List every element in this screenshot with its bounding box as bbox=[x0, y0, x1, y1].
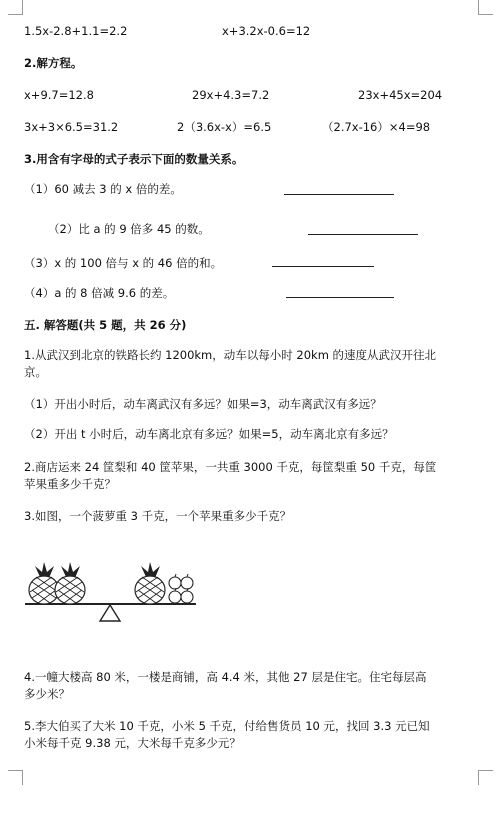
question-text: 5.李大伯买了大米 10 千克，小米 5 千克，付给售货员 10 元，找回 3.3 元已知 bbox=[24, 719, 430, 733]
question-item: （3）x 的 100 倍与 x 的 46 倍的和。 bbox=[24, 256, 223, 270]
apple-icon bbox=[181, 574, 193, 589]
question-item: （4）a 的 8 倍减 9.6 的差。 bbox=[24, 286, 175, 300]
balance-beam bbox=[25, 604, 196, 621]
question-text: 京。 bbox=[24, 365, 47, 379]
question-text: 3.如图，一个菠萝重 3 千克，一个苹果重多少千克？ bbox=[24, 509, 292, 523]
equation: （2.7x-16）×4=98 bbox=[322, 120, 431, 134]
apple-icon bbox=[169, 588, 181, 603]
question-text: 4.一幢大楼高 80 米，一楼是商铺，高 4.4 米，其他 27 层是住宅。住宅每层高 bbox=[24, 670, 427, 684]
question-text: 1.从武汉到北京的铁路长约 1200km，动车以每小时 20km 的速度从武汉开往北 bbox=[24, 348, 437, 362]
question-text: 2.商店运来 24 筐梨和 40 筐苹果，一共重 3000 千克，每筐梨重 50 千克，每筐 bbox=[24, 460, 437, 474]
equation: 2（3.6x-x）=6.5 bbox=[177, 120, 272, 134]
question-text: 小米每千克 9.38 元，大米每千克多少元？ bbox=[24, 736, 241, 750]
section-title: 2.解方程。 bbox=[24, 56, 83, 70]
question-text: （2）开出 t 小时后，动车离北京有多远？如果=5，动车离北京有多远？ bbox=[24, 427, 394, 441]
section-title: 3.用含有字母的式子表示下面的数量关系。 bbox=[24, 152, 244, 166]
pineapple-icon bbox=[29, 562, 59, 604]
equation: 1.5x-2.8+1.1=2.2 bbox=[24, 24, 128, 38]
equation: 23x+45x=204 bbox=[358, 88, 443, 102]
equation: 3x+3×6.5=31.2 bbox=[24, 120, 119, 134]
pineapple-icon bbox=[55, 562, 85, 604]
apple-icon bbox=[169, 574, 181, 589]
equation: x+9.7=12.8 bbox=[24, 88, 94, 102]
section-title: 五. 解答题(共 5 题，共 26 分) bbox=[24, 318, 187, 332]
apple-icon bbox=[181, 588, 193, 603]
question-item: （2）比 a 的 9 倍多 45 的数。 bbox=[48, 222, 210, 236]
pineapple-icon bbox=[135, 562, 165, 604]
equation: x+3.2x-0.6=12 bbox=[222, 24, 311, 38]
equation: 29x+4.3=7.2 bbox=[192, 88, 270, 102]
question-text: 多少米？ bbox=[24, 687, 70, 701]
question-text: （1）开出小时后，动车离武汉有多远？如果=3，动车离武汉有多远？ bbox=[24, 397, 382, 411]
question-item: （1）60 减去 3 的 x 倍的差。 bbox=[24, 182, 182, 196]
question-text: 苹果重多少千克？ bbox=[24, 477, 116, 491]
